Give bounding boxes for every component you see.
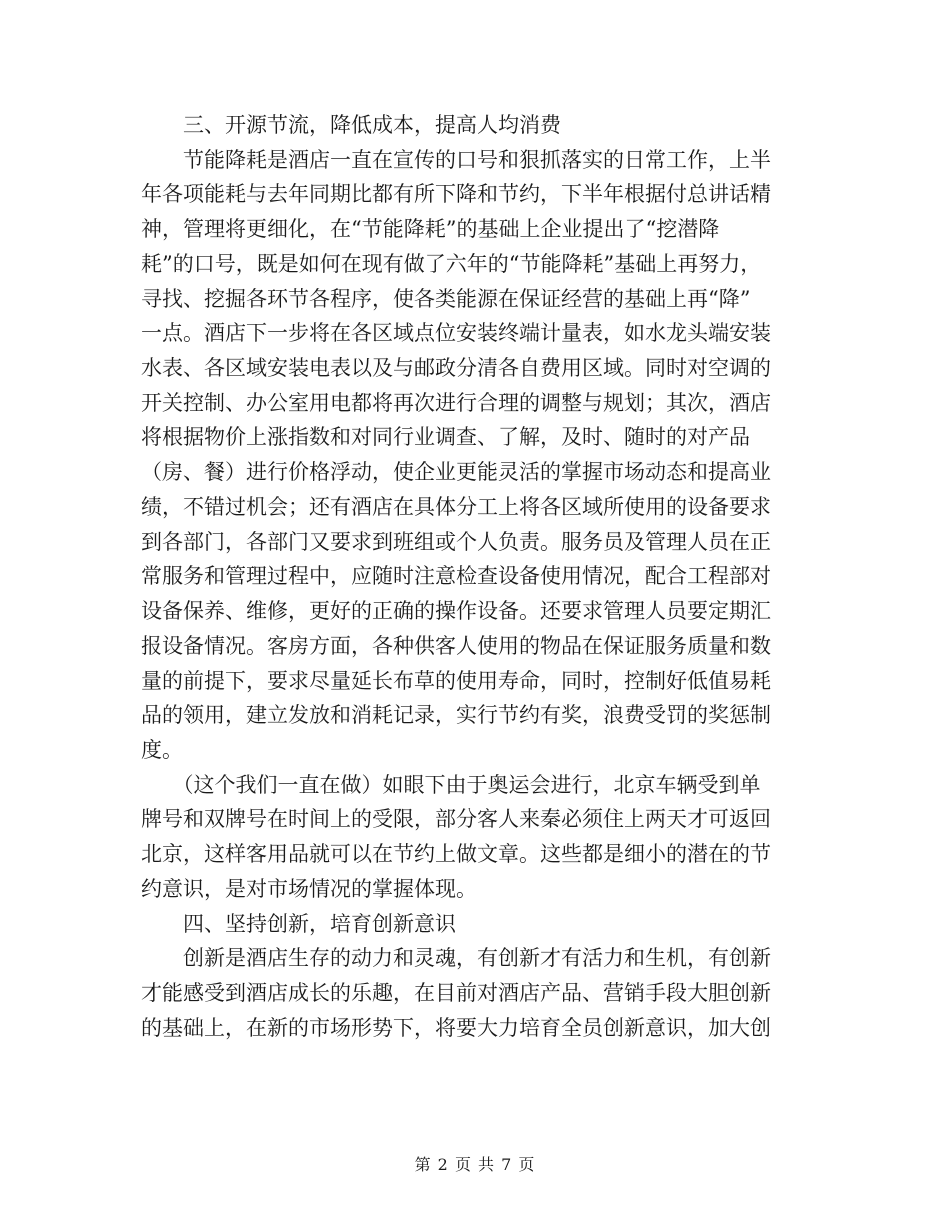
- text-line: 四、坚持创新，培育创新意识: [141, 911, 456, 936]
- text-line: 将根据物价上涨指数和对同行业调查、了解，及时、随时的对产品: [141, 425, 750, 450]
- text-line: 北京，这样客用品就可以在节约上做文章。这些都是细小的潜在的节: [141, 842, 771, 867]
- text-line: 的基础上，在新的市场形势下，将要大力培育全员创新意识，加大创: [141, 1015, 771, 1040]
- text-line: 一点。酒店下一步将在各区域点位安装终端计量表，如水龙头端安装: [141, 321, 771, 346]
- text-line: 量的前提下，要求尽量延长布草的使用寿命，同时，控制好低值易耗: [141, 668, 771, 693]
- text-line: 神，管理将更细化，在“节能降耗”的基础上企业提出了“挖潜降: [141, 217, 720, 242]
- text-line: 三、开源节流，降低成本，提高人均消费: [141, 113, 561, 137]
- text-line: 水表、各区域安装电表以及与邮政分清各自费用区域。同时对空调的: [141, 356, 771, 381]
- text-line: 品的领用，建立发放和消耗记录，实行节约有奖，浪费受罚的奖惩制: [141, 703, 771, 728]
- text-line: 耗”的口号，既是如何在现有做了六年的“节能降耗”基础上再努力，: [141, 251, 762, 276]
- page-footer: 第 2 页 共 7 页: [414, 1155, 536, 1174]
- text-line: （房、餐）进行价格浮动，使企业更能灵活的掌握市场动态和提高业: [141, 460, 771, 485]
- text-line: 约意识，是对市场情况的掌握体现。: [141, 876, 477, 901]
- text-line: 牌号和双牌号在时间上的受限，部分客人来秦必须住上两天才可返回: [141, 807, 771, 832]
- text-line: 常服务和管理过程中，应随时注意检查设备使用情况，配合工程部对: [141, 564, 771, 589]
- text-line: 度。: [141, 737, 183, 762]
- text-line: 创新是酒店生存的动力和灵魂，有创新才有活力和生机，有创新: [141, 946, 771, 971]
- document-body: [141, 108, 801, 1045]
- text-line: 年各项能耗与去年同期比都有所下降和节约，下半年根据付总讲话精: [141, 182, 771, 207]
- text-line: 报设备情况。客房方面，各种供客人使用的物品在保证服务质量和数: [141, 633, 771, 658]
- text-line: 寻找、挖掘各环节各程序，使各类能源在保证经营的基础上再“降”: [141, 286, 751, 311]
- text-line: （这个我们一直在做）如眼下由于奥运会进行，北京车辆受到单: [141, 772, 761, 797]
- text-line: 开关控制、办公室用电都将再次进行合理的调整与规划；其次，酒店: [141, 390, 771, 415]
- text-line: 绩，不错过机会；还有酒店在具体分工上将各区域所使用的设备要求: [141, 494, 771, 519]
- text-line: 才能感受到酒店成长的乐趣，在目前对酒店产品、营销手段大胆创新: [141, 980, 771, 1005]
- text-line: 设备保养、维修，更好的正确的操作设备。还要求管理人员要定期汇: [141, 599, 771, 624]
- text-line: 到各部门，各部门又要求到班组或个人负责。服务员及管理人员在正: [141, 529, 771, 554]
- text-line: 节能降耗是酒店一直在宣传的口号和狠抓落实的日常工作，上半: [141, 147, 771, 172]
